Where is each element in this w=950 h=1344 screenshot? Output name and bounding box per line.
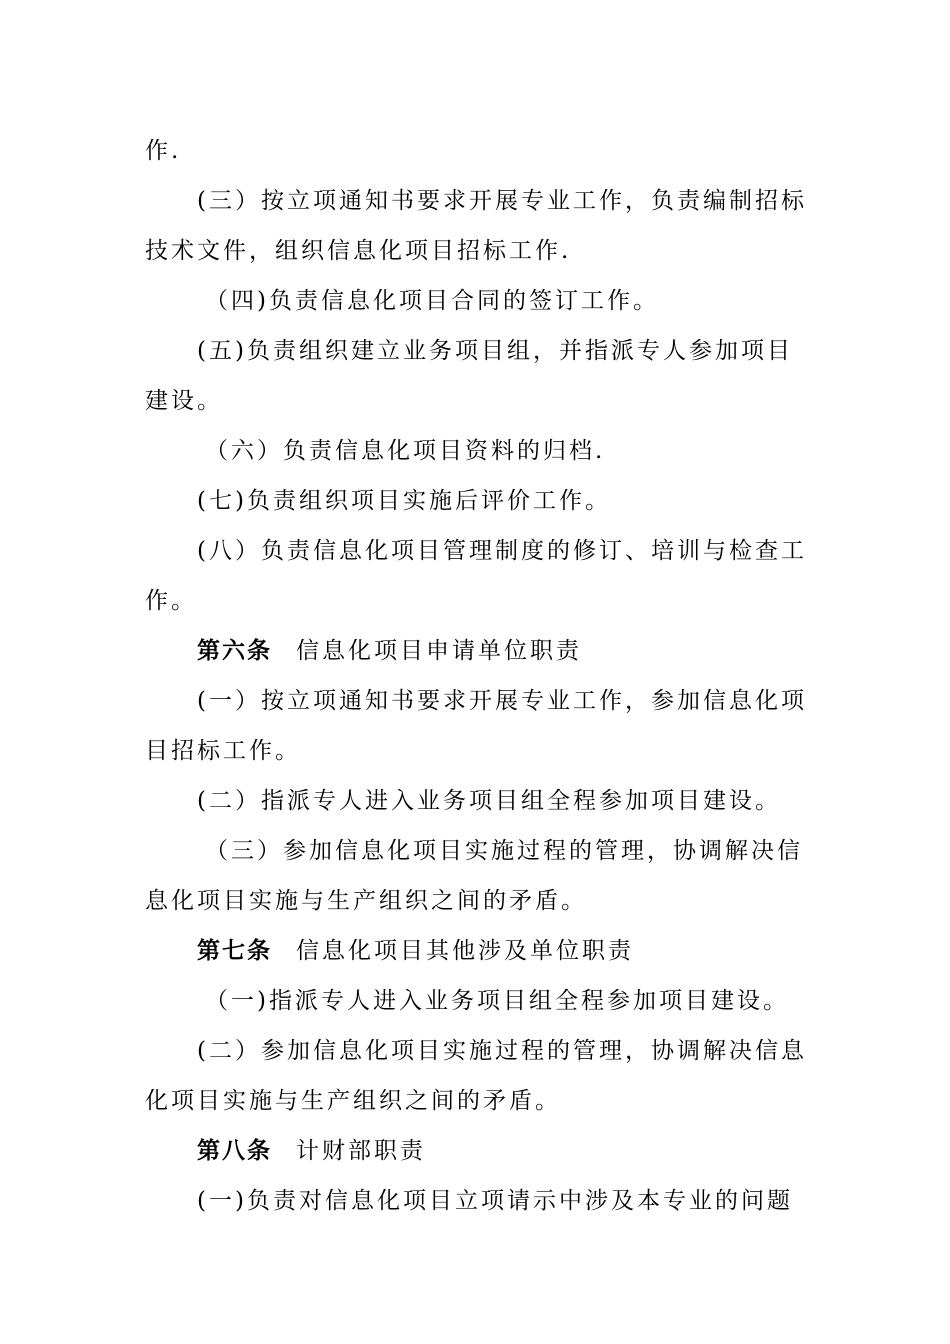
paragraph-line: (二）指派专人进入业务项目组全程参加项目建设。: [197, 788, 781, 814]
paragraph-line: （四)负责信息化项目合同的签订工作。: [205, 288, 659, 314]
paragraph-line: (一)负责对信息化项目立项请示中涉及本专业的问题: [197, 1188, 793, 1214]
paragraph-line: (五)负责组织建立业务项目组，并指派专人参加项目: [197, 338, 793, 364]
paragraph-line: (七)负责组织项目实施后评价工作。: [197, 488, 611, 514]
paragraph-line: （三）参加信息化项目实施过程的管理，协调解决信: [205, 838, 803, 864]
article-title: 信息化项目其他涉及单位职责: [296, 938, 634, 964]
paragraph-line: （一)指派专人进入业务项目组全程参加项目建设。: [205, 988, 789, 1014]
article-title: 信息化项目申请单位职责: [296, 638, 582, 664]
paragraph-line: 作.: [145, 138, 182, 164]
paragraph-line: 息化项目实施与生产组织之间的矛盾。: [145, 888, 587, 914]
paragraph-line: 化项目实施与生产组织之间的矛盾。: [145, 1088, 561, 1114]
paragraph-line: 建设。: [145, 388, 223, 414]
paragraph-line: 目招标工作。: [145, 738, 301, 764]
paragraph-line: (一）按立项通知书要求开展专业工作，参加信息化项: [197, 688, 807, 714]
paragraph-line: (二）参加信息化项目实施过程的管理，协调解决信息: [197, 1038, 807, 1064]
article-heading-7: [197, 931, 810, 971]
article-number: 第八条: [197, 1138, 272, 1164]
article-heading-6: [197, 631, 810, 671]
paragraph-line: (三）按立项通知书要求开展专业工作，负责编制招标: [197, 188, 807, 214]
article-heading-8: [197, 1131, 810, 1171]
paragraph-line: 作。: [145, 588, 197, 614]
paragraph-line: (八）负责信息化项目管理制度的修订、培训与检查工: [197, 538, 807, 564]
paragraph-line: （六）负责信息化项目资料的归档.: [205, 438, 606, 464]
article-number: 第六条: [197, 638, 272, 664]
article-number: 第七条: [197, 938, 272, 964]
article-title: 计财部职责: [296, 1138, 426, 1164]
paragraph-line: 技术文件，组织信息化项目招标工作.: [145, 238, 572, 264]
